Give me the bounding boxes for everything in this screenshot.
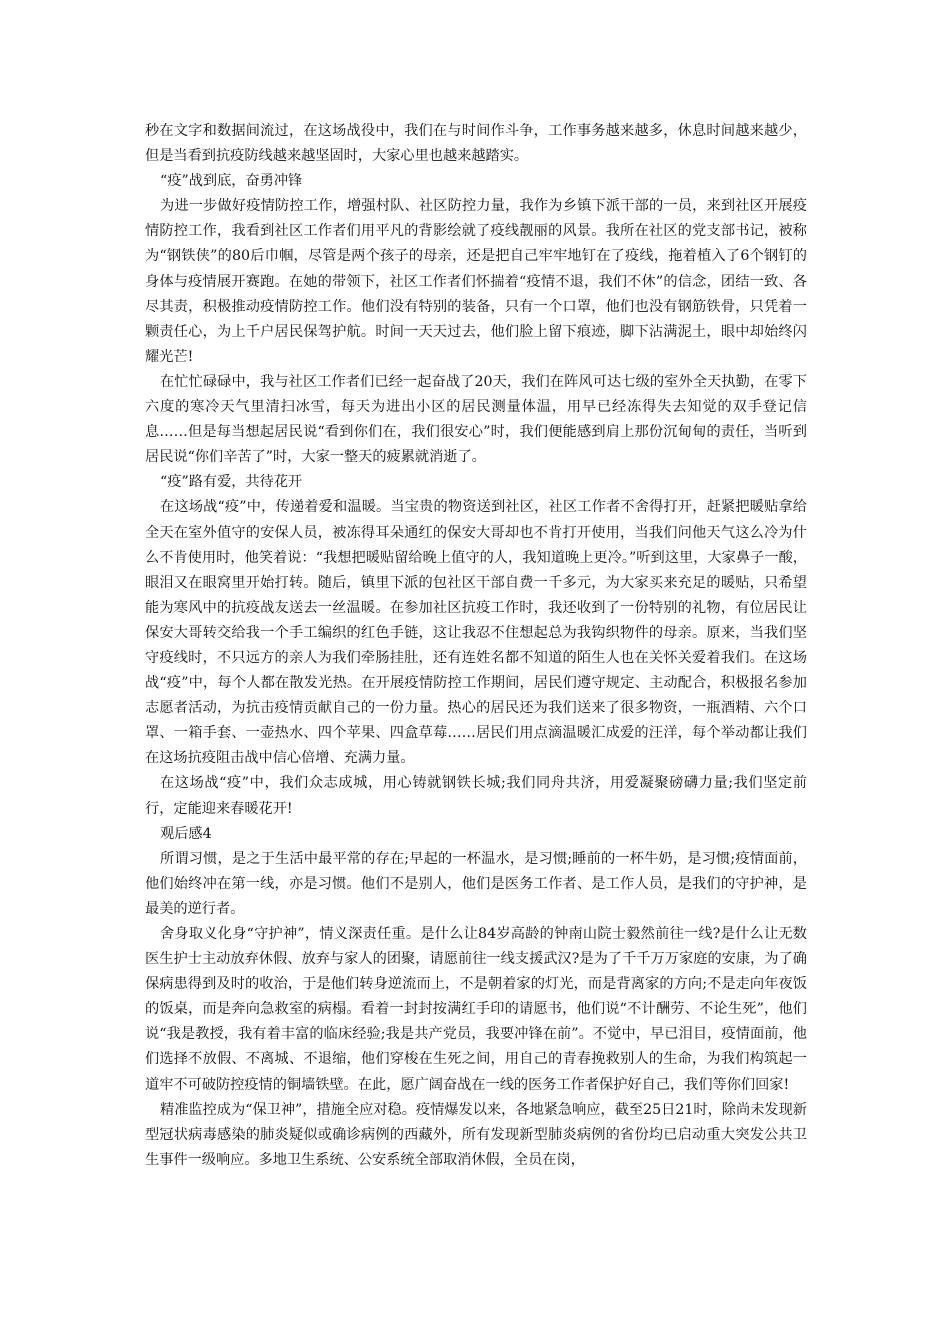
paragraph-continuation: 秒在文字和数据间流过，在这场战役中，我们在与时间作斗争，工作事务越来越多，休息时间越来越少，但是当看到抗疫防线越来越坚固时，大家心里也越来越踏实。 [145,123,807,165]
paragraph: 精准监控成为“保卫神”，措施全应对稳。疫情爆发以来，各地紧急响应，截至25日21时，除尚未发现新型冠状病毒感染的肺炎疑似或确诊病例的西藏外，所有发现新型肺炎病例的省份均已启动重大突发公共卫生事件一级响应。多地卫生系统、公安系统全部取消休假，全员在岗， [145,1101,807,1168]
section-heading-fight: “疫”战到底，奋勇冲锋 [160,173,303,190]
paragraph: 在这场战“疫”中，传递着爱和温暖。当宝贵的物资送到社区，社区工作者不舍得打开，赶紧把暖贴拿给全天在室外值守的安保人员，被冻得耳朵通红的保安大哥却也不肯打开使用，当我们问他天气这么冷为什么不肯使用时，他笑着说：“我想把暖贴留给晚上值守的人，我知道晚上更冷。”听到这里，大家鼻子一酸，眼泪又在眼窝里开始打转。随后，镇里下派的包社区干部自费一千多元，为大家买来充足的暖贴，只希望能为寒风中的抗疫战友送去一丝温暖。在参加社区抗疫工作时，我还收到了一份特别的礼物，有位居民让保安大哥转交给我一个手工编织的红色手链，这让我忍不住想起总为我钩织物件的母亲。原来，当我们坚守疫线时，不只远方的亲人为我们牵肠挂肚，还有连姓名都不知道的陌生人也在关怀关爱着我们。在这场战“疫”中，每个人都在散发光热。在开展疫情防控工作期间，居民们遵守规定、主动配合，积极报名参加志愿者活动，为抗击疫情贡献自己的一份力量。热心的居民还为我们送来了很多物资，一瓶酒精、六个口罩、一箱手套、一壶热水、四个苹果、四盒草莓……居民们用点滴温暖汇成爱的汪洋，每个举动都让我们在这场抗疫阻击战中信心倍增、充满力量。 [145,499,807,767]
paragraph: 在忙忙碌碌中，我与社区工作者们已经一起奋战了20天，我们在阵风可达七级的室外全天执勤，在零下六度的寒冷天气里清扫冰雪，每天为进出小区的居民测量体温，用早已经冻得失去知觉的双手登记信息……但是每当想起居民说“看到你们在，我们很安心”时，我们便能感到肩上那份沉甸甸的责任，当听到居民说“你们辛苦了”时，大家一整天的疲累就消逝了。 [145,373,807,466]
paragraph: 舍身取义化身“守护神”，情义深责任重。是什么让84岁高龄的钟南山院士毅然前往一线?是什么让无数医生护士主动放弃休假、放弃与家人的团聚，请愿前往一线支援武汉?是为了千千万万家庭的安康，为了确保病患得到及时的收治，于是他们转身逆流而上，不是朝着家的灯光，而是背离家的方向;不是走向年夜饭的饭桌，而是奔向急救室的病榻。看着一封封按满红手印的请愿书，他们说“不计酬劳、不论生死”，他们说“我是教授，我有着丰富的临床经验;我是共产党员，我要冲锋在前”。不觉中，早已泪目，疫情面前，他们选择不放假、不离城、不退缩，他们穿梭在生死之间，用自己的青春挽救别人的生命，为我们构筑起一道牢不可破防控疫情的铜墙铁壁。在此，愿广阔奋战在一线的医务工作者保护好自己，我们等你们回家! [145,926,807,1093]
paragraph: 在这场战“疫”中，我们众志成城，用心铸就钢铁长城;我们同舟共济，用爱凝聚磅礴力量;我们坚定前行，定能迎来春暖花开! [145,775,807,817]
document-body [145,119,807,1173]
section-heading-love: “疫”路有爱，共待花开 [160,474,303,491]
paragraph: 为进一步做好疫情防控工作，增强村队、社区防控力量，我作为乡镇下派干部的一员，来到社区开展疫情防控工作，我看到社区工作者们用平凡的背影绘就了疫线靓丽的风景。我所在社区的党支部书记，被称为“钢铁侠”的80后巾帼，尽管是两个孩子的母亲，还是把自己牢牢地钉在了疫线，拖着植入了6个钢钉的身体与疫情展开赛跑。在她的带领下，社区工作者们怀揣着“疫情不退，我们不休”的信念，团结一致、各尽其责，积极推动疫情防控工作。他们没有特别的装备，只有一个口罩，他们也没有钢筋铁骨，只凭着一颗责任心，为上千户居民保驾护航。时间一天天过去，他们脸上留下痕迹，脚下沾满泥土，眼中却始终闪耀光芒! [145,198,807,365]
paragraph: 所谓习惯，是之于生活中最平常的存在;早起的一杯温水，是习惯;睡前的一杯牛奶，是习惯;疫情面前，他们始终冲在第一线，亦是习惯。他们不是别人，他们是医务工作者、是工作人员，是我们的守护神，是最美的逆行者。 [145,850,807,917]
section-heading-review-4: 观后感4 [160,825,212,842]
